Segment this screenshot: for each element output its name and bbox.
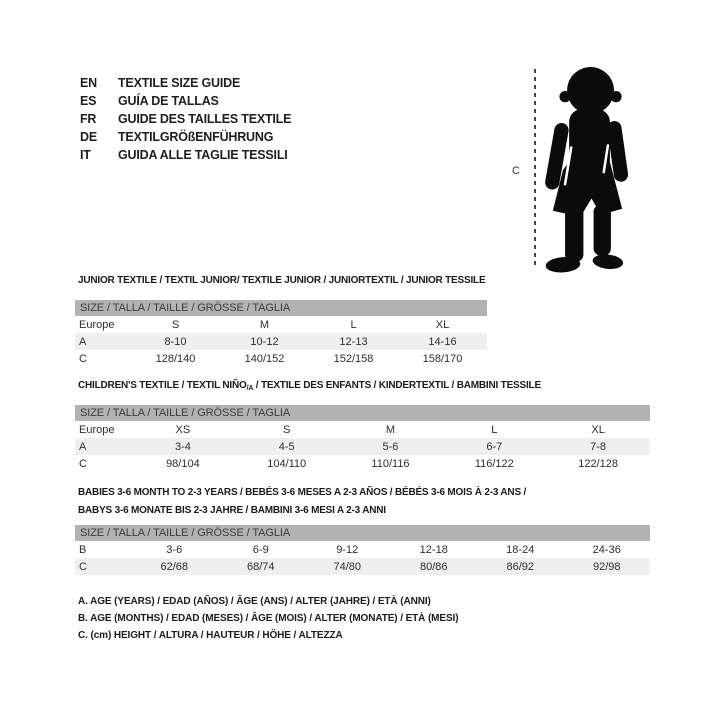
table-cell: 3-4 — [174, 440, 191, 453]
children-title-pre: CHILDREN'S TEXTILE / TEXTIL NIÑO — [78, 380, 247, 391]
table-cell: 80/86 — [419, 560, 448, 573]
language-row-it — [80, 146, 291, 164]
table-cell: 128/140 — [155, 352, 196, 365]
language-row-es — [80, 92, 291, 110]
table-cell: L — [350, 318, 357, 331]
table-cell: 14-16 — [428, 335, 457, 348]
language-row-de — [80, 128, 291, 146]
table-cell: XL — [591, 423, 605, 436]
table-cell: 98/104 — [166, 457, 200, 470]
language-label: TEXTILE SIZE GUIDE — [118, 76, 241, 90]
table-cell: 5-6 — [382, 440, 399, 453]
table-cell: XL — [435, 318, 450, 331]
table-cell: 116/122 — [474, 457, 514, 470]
table-cell: 92/98 — [592, 560, 621, 573]
table-cell: 68/74 — [246, 560, 275, 573]
measure-legend — [78, 593, 458, 645]
table-cell: 12-13 — [339, 335, 368, 348]
table-cell: S — [283, 423, 291, 436]
table-row-height — [75, 455, 650, 472]
size-header-bar: SIZE / TALLA / TAILLE / GRÖSSE / TAGLIA — [75, 525, 650, 541]
table-cell: 86/92 — [506, 560, 535, 573]
children-table-title — [78, 380, 541, 392]
row-label: A — [79, 440, 87, 453]
table-cell: 152/158 — [333, 352, 374, 365]
row-label: Europe — [79, 423, 115, 436]
row-label: A — [79, 335, 87, 348]
table-row-age — [75, 438, 650, 455]
table-cell: 4-5 — [278, 440, 295, 453]
table-cell: 7-8 — [590, 440, 607, 453]
table-row-age — [75, 333, 487, 350]
babies-title-line2: BABYS 3-6 MONATE BIS 2-3 JAHRE / BAMBINI 3-6 MESI A 2-3 ANNI — [78, 505, 386, 516]
table-cell: 74/80 — [333, 560, 362, 573]
language-label: GUÍA DE TALLAS — [118, 94, 219, 108]
language-code: ES — [80, 94, 97, 108]
table-cell: 158/170 — [422, 352, 463, 365]
language-row-fr — [80, 110, 291, 128]
table-cell: 110/116 — [371, 457, 410, 470]
table-row-height — [75, 350, 487, 367]
language-code: DE — [80, 130, 97, 144]
height-dashed-line — [534, 69, 536, 269]
language-label: TEXTILGRÖßENFÜHRUNG — [118, 130, 274, 144]
junior-table-title: JUNIOR TEXTILE / TEXTIL JUNIOR/ TEXTILE JUNIOR / JUNIORTEXTIL / JUNIOR TESSILE — [78, 275, 486, 286]
table-row-europe — [75, 421, 650, 438]
language-label: GUIDE DES TAILLES TEXTILE — [118, 112, 292, 126]
table-cell: M — [259, 318, 270, 331]
size-header-bar: SIZE / TALLA / TAILLE / GRÖSSE / TAGLIA — [75, 405, 650, 421]
table-cell: 104/110 — [267, 457, 307, 470]
children-table — [75, 405, 650, 472]
table-cell: M — [385, 423, 396, 436]
table-cell: 12-18 — [419, 543, 448, 556]
legend-line-a: A. AGE (YEARS) / EDAD (AÑOS) / ÂGE (ANS) / ALTER (JAHRE) / ETÀ (ANNI) — [78, 596, 431, 607]
table-cell: 140/152 — [244, 352, 285, 365]
table-cell: 122/128 — [578, 457, 618, 470]
children-title-sub: /A — [246, 385, 254, 392]
size-header-bar: SIZE / TALLA / TAILLE / GRÖSSE / TAGLIA — [75, 300, 487, 316]
language-row-en — [80, 74, 291, 92]
legend-line-c: C. (cm) HEIGHT / ALTURA / HAUTEUR / HÖHE / ALTEZZA — [78, 630, 343, 642]
row-label: Europe — [79, 318, 115, 331]
table-cell: 18-24 — [506, 543, 535, 556]
table-cell: 9-12 — [336, 543, 359, 556]
table-row-europe — [75, 316, 487, 333]
table-cell: 3-6 — [166, 543, 183, 556]
table-row-months — [75, 541, 650, 558]
language-code: EN — [80, 76, 97, 90]
babies-table — [75, 525, 650, 575]
table-row-height — [75, 558, 650, 575]
row-label: C — [79, 352, 87, 365]
babies-title-line1: BABIES 3-6 MONTH TO 2-3 YEARS / BEBÉS 3-6 MESES A 2-3 AÑOS / BÉBÉS 3-6 MOIS À 2-3 ANS / — [78, 487, 527, 498]
table-cell: 62/68 — [160, 560, 189, 573]
junior-table — [75, 300, 487, 367]
language-code: FR — [80, 112, 97, 126]
babies-table-title — [78, 484, 526, 520]
table-cell: L — [491, 423, 498, 436]
language-code: IT — [80, 148, 91, 162]
row-label: C — [79, 560, 87, 573]
table-cell: 24-36 — [592, 543, 621, 556]
table-cell: 6-7 — [486, 440, 503, 453]
table-cell: 6-9 — [252, 543, 269, 556]
children-title-post: / TEXTILE DES ENFANTS / KINDERTEXTIL / BAMBINI TESSILE — [253, 380, 541, 391]
toddler-silhouette-icon — [541, 64, 636, 276]
table-cell: 8-10 — [164, 335, 187, 348]
table-cell: XS — [175, 423, 191, 436]
row-label: C — [79, 457, 87, 470]
table-cell: S — [171, 318, 180, 331]
language-list — [80, 74, 291, 164]
height-measure-label: C — [512, 165, 520, 177]
legend-line-b: B. AGE (MONTHS) / EDAD (MESES) / ÂGE (MOIS) / ALTER (MONATE) / ETÀ (MESI) — [78, 613, 459, 625]
row-label: B — [79, 543, 87, 556]
table-cell: 10-12 — [250, 335, 279, 348]
language-label: GUIDA ALLE TAGLIE TESSILI — [118, 148, 288, 162]
